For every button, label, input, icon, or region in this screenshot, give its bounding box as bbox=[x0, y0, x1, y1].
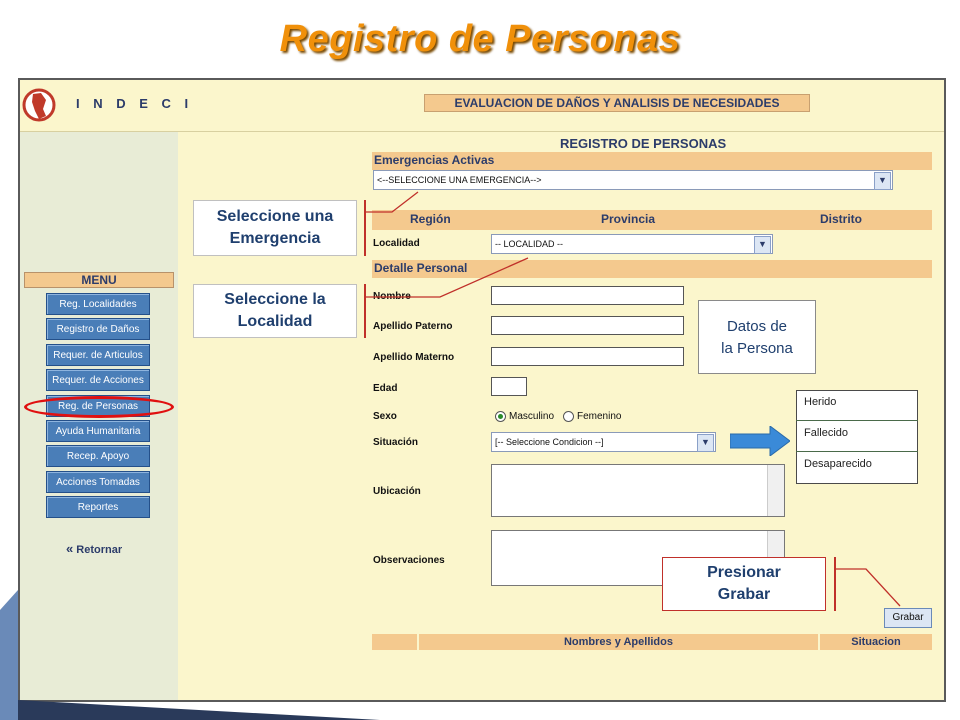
menu-header: MENU bbox=[24, 272, 174, 288]
sexo-masculino-label: Masculino bbox=[509, 411, 555, 422]
callout-emergencia-line1: Seleccione una bbox=[216, 208, 334, 225]
localidad-select[interactable] bbox=[491, 234, 773, 254]
localidad-label: Localidad bbox=[373, 238, 420, 249]
sidebar-item-recep-apoyo[interactable]: Recep. Apoyo bbox=[46, 445, 150, 467]
sexo-femenino-label: Femenino bbox=[577, 411, 622, 422]
column-nombres: Nombres y Apellidos bbox=[563, 636, 673, 648]
emergencia-select[interactable] bbox=[373, 170, 893, 190]
sexo-label: Sexo bbox=[373, 411, 397, 422]
detalle-section-header: Detalle Personal bbox=[372, 260, 932, 278]
ubicacion-textarea[interactable] bbox=[491, 464, 785, 517]
option-fallecido: Fallecido bbox=[796, 421, 918, 452]
emergencias-section-header: Emergencias Activas bbox=[372, 152, 932, 170]
header-banner: EVALUACION DE DAÑOS Y ANALISIS DE NECESIDADES bbox=[424, 94, 810, 112]
arrow-right-icon bbox=[730, 426, 790, 456]
situacion-select[interactable] bbox=[491, 432, 716, 452]
apellido-materno-input[interactable] bbox=[491, 347, 684, 366]
callout-grabar bbox=[662, 557, 826, 611]
situacion-select-value: [-- Seleccione Condicion --] bbox=[495, 437, 604, 447]
column-provincia: Provincia bbox=[601, 212, 656, 226]
apellido-paterno-label: Apellido Paterno bbox=[373, 321, 453, 332]
callout-localidad-line1: Seleccione la bbox=[224, 291, 326, 308]
observaciones-label: Observaciones bbox=[373, 555, 445, 566]
selected-item-highlight bbox=[24, 396, 174, 418]
callout-localidad-line2: Localidad bbox=[237, 313, 313, 330]
callout-localidad bbox=[193, 284, 357, 338]
slide-title: Registro de Personas bbox=[279, 18, 681, 60]
sidebar-item-requer-articulos[interactable]: Requer. de Articulos bbox=[46, 344, 150, 366]
callout-grabar-line1: Presionar bbox=[707, 564, 781, 581]
chevron-down-icon: ▼ bbox=[754, 236, 771, 254]
chevron-down-icon: ▼ bbox=[874, 172, 891, 190]
apellido-materno-label: Apellido Materno bbox=[373, 352, 455, 363]
sidebar-item-requer-acciones[interactable]: Requer. de Acciones bbox=[46, 369, 150, 391]
nombre-input[interactable] bbox=[491, 286, 684, 305]
edad-input[interactable] bbox=[491, 377, 527, 396]
sidebar-item-registro-danos[interactable]: Registro de Daños bbox=[46, 318, 150, 340]
column-situacion: Situacion bbox=[851, 636, 901, 648]
sidebar-item-reg-localidades[interactable]: Reg. Localidades bbox=[46, 293, 150, 315]
callout-datos bbox=[698, 300, 816, 374]
situacion-label: Situación bbox=[373, 437, 419, 448]
callout-datos-line2: la Persona bbox=[721, 340, 793, 357]
option-desaparecido: Desaparecido bbox=[804, 458, 872, 470]
localidad-select-value: -- LOCALIDAD -- bbox=[495, 239, 564, 249]
sidebar-item-reg-personas[interactable]: Reg. de Personas bbox=[46, 395, 150, 417]
column-distrito: Distrito bbox=[820, 212, 862, 226]
scrollbar[interactable] bbox=[767, 465, 784, 516]
callout-grabar-line2: Grabar bbox=[717, 586, 771, 603]
column-region: Región bbox=[410, 212, 451, 226]
brand-name: I N D E C I bbox=[76, 96, 194, 111]
chevron-down-icon: ▼ bbox=[697, 434, 714, 452]
ubicacion-label: Ubicación bbox=[373, 486, 421, 497]
sidebar-item-ayuda-humanitaria[interactable]: Ayuda Humanitaria bbox=[46, 420, 150, 442]
callout-grabar-bar bbox=[834, 557, 836, 611]
nombre-label: Nombre bbox=[373, 291, 411, 302]
sidebar-item-reportes[interactable]: Reportes bbox=[46, 496, 150, 518]
callout-emergencia-line2: Emergencia bbox=[229, 230, 321, 247]
return-label: Retornar bbox=[76, 544, 123, 556]
form-title: REGISTRO DE PERSONAS bbox=[560, 136, 727, 151]
peru-map-logo-icon bbox=[22, 82, 56, 128]
sidebar-item-acciones-tomadas[interactable]: Acciones Tomadas bbox=[46, 471, 150, 493]
apellido-paterno-input[interactable] bbox=[491, 316, 684, 335]
callout-emergencia bbox=[193, 200, 357, 256]
sexo-masculino-radio[interactable] bbox=[495, 411, 506, 422]
callout-localidad-bar bbox=[364, 284, 366, 338]
callout-emergencia-bar bbox=[364, 200, 366, 256]
double-chevron-left-icon: « bbox=[66, 541, 74, 556]
emergencia-select-value: <--SELECCIONE UNA EMERGENCIA--> bbox=[377, 175, 542, 185]
save-button[interactable]: Grabar bbox=[884, 608, 932, 628]
return-link[interactable] bbox=[66, 541, 122, 556]
option-herido: Herido bbox=[796, 390, 918, 421]
callout-datos-line1: Datos de bbox=[726, 318, 788, 335]
edad-label: Edad bbox=[373, 383, 398, 394]
sexo-femenino-radio[interactable] bbox=[563, 411, 574, 422]
